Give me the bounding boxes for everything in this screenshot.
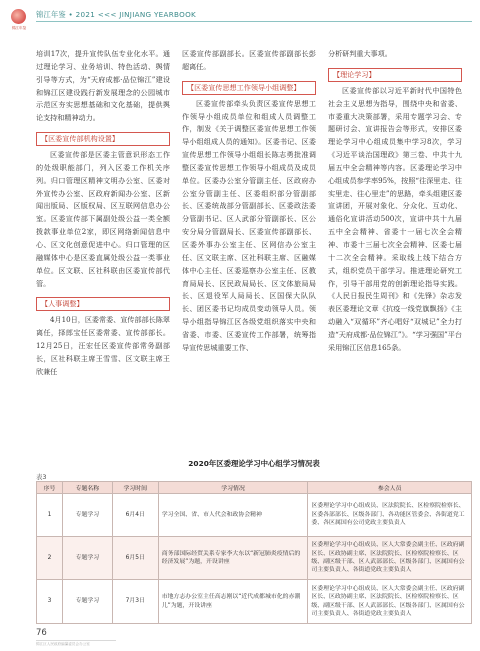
text-column-1: [36, 48, 170, 379]
table-label: 表3: [36, 473, 47, 481]
paragraph: 4月10日，区委常委、宣传部部长陈翠离任，择郎宝任区委常委、宣传部部长。12月25日，汪宏任区委宣传部常务副部长，区社科联主席王雪雪、区文联主席王欣兼任: [36, 315, 170, 376]
table-row: [37, 537, 472, 580]
page-number: 76: [36, 628, 47, 638]
table-cell: 市地方志办公室主任高志刚以“近代成都城市化的赤潮儿”为题，开设讲座: [158, 580, 308, 624]
header-divider: [36, 21, 472, 22]
text-column-3: [328, 48, 462, 355]
table-title: 2020年区委理论学习中心组学习情况表: [188, 459, 320, 468]
table-cell: 区委理论学习中心组成员、区人大常委会副主任、区政府副区长、区政协副主席、区法院院长、区检察院检察长、区级、副区级干部、区人武部部长、区级各部门、区属国有公司主要负责人、各街道党政主要负责人: [308, 580, 472, 624]
paragraph: 区委宣传部是区委主管意识形态工作的处级职能部门，列入区委工作机关序列。归口管理区精神文明办公室、区委对外宣传办公室、区政府新闻办公室、区新闻出版局、区版权局、区互联网信息办公室。区委宣传部下属副处级公益一类全额拨款事业单位2家，即区网络新闻信息中心、区文化创意促进中心。归口管理的区融媒体中心是区委直属处级公益一类事业单位。区文联、区社科联由区委宣传部代管。: [36, 150, 170, 288]
section-heading-box: 【人事调整】: [36, 297, 170, 311]
table-cell: 7月3日: [112, 580, 158, 624]
table-cell: 专题学习: [62, 494, 112, 537]
section-heading-box: 【区委宣传部机构设置】: [36, 132, 170, 146]
footer-text: 锦江区人民政府编纂委员会办公室: [36, 642, 90, 646]
study-sessions-table: [36, 481, 472, 624]
table-header-row: [37, 482, 472, 494]
column-header: 专题名称: [62, 482, 112, 494]
paragraph: 区委宣传部牵头负责区委宣传思想工作领导小组成员单位和组成人员调整工作，制发《关于调整区委宣传思想工作领导小组组成人员的通知》。区委书记、区委宣传思想工作领导小组组长陈志勇批准调整区委宣传思想工作领导小组成员及成员单位。区委办公室分管副主任、区政府办公室分管副主任、区委组织部分管副部长、区委统战部分管副部长、区委政法委分管副书记、区人武部分管副部长、区公安分局分管副局长、区委宣传部副部长、区委外事办公室主任、区网信办公室主任、区文联主席、区社科联主席、区融媒体中心主任、区委巡察办公室主任、区教育局局长、区民政局局长、区文体旅局局长、区退役军人局局长、区国保大队队长、团区委书记均成员变动领导人员。领导小组指导锦江区各级党组织落实中央和省委、市委、区委宣传工作部署，统筹指导宣传思城重要工作、: [182, 98, 316, 352]
yearbook-logo: [8, 9, 30, 35]
section-heading-box: 【区委宣传思想工作领导小组调整】: [182, 81, 316, 95]
page-header: [0, 0, 480, 40]
table-cell: 专题学习: [62, 537, 112, 580]
table-row: [37, 494, 472, 537]
table-cell: 2: [37, 537, 63, 580]
table-cell: 区委理论学习中心组成员、区法院院长、区检察院检察长、区委各部部长、区级各部门、各功能区管委会、各街道党工委、各区属国有公司党政主要负责人: [308, 494, 472, 537]
section-heading-box: 【理论学习】: [328, 68, 462, 82]
table-row: [37, 580, 472, 624]
logo-emblem-icon: [11, 9, 26, 24]
paragraph: 分析研判重大事项。: [328, 49, 392, 58]
footer-divider: [36, 640, 116, 641]
column-header: 学习时间: [112, 482, 158, 494]
table-cell: 区委理论学习中心组成员、区人大常委会副主任、区政府副区长、区政协副主席、区法院院长、区检察院检察长、区级、副区级干部、区人武部部长、区级各部门、区属国有公司主要负责人、各街道党政主要负责人: [308, 537, 472, 580]
logo-text: 锦江年鉴: [11, 26, 27, 30]
paragraph: 区委宣传部以习近平新时代中国特色社会主义思想为指导，围绕中央和省委、市委重大决策部署，采用专题学习会、专题研讨会、宣讲报告会等形式，安排区委理论学习中心组成员集中学习8次，学习《习近平谈治国理政》第三卷、中共十九届五中全会精神等内容。区委理论学习中心组成员参学率95%，按照“往深里走、往实里走、往心里走”的思路，牵头组建区委宣讲团，开展对象化、分众化、互动化、通俗化宣讲活动500次，宣讲中共十九届五中全会精神、省委十一届七次全会精神、市委十三届七次全会精神、区委七届十二次全会精神。采取线上线下结合方式，组织党员干部学习。推进理论研究工作，引导干部用党的创新理论指导实践。《人民日报民生周刊》和《先锋》杂志发表区委理论文章《抗疫一线党旗飘扬》《主动融入“双循环”齐心唱好“双城记”全力打造“天府成都·品位锦江”》。“学习强国”平台采用锦江区信息165条。: [328, 85, 462, 352]
column-header: 参会人员: [308, 482, 472, 494]
table-cell: 6月5日: [112, 537, 158, 580]
column-header: 学习情况: [158, 482, 308, 494]
table-cell: 6月4日: [112, 494, 158, 537]
running-header-title: 锦江年鉴 • 2021 <<< JINJIANG YEARBOOK: [36, 10, 197, 19]
table-cell: 3: [37, 580, 63, 624]
table-cell: 商务部国际经贸关系专家李大东以“新冠肺炎疫情后的经济发展”为题，开设讲座: [158, 537, 308, 580]
table-cell: 专题学习: [62, 580, 112, 624]
column-header: 序号: [37, 482, 63, 494]
text-column-2: [182, 48, 316, 355]
paragraph: 区委宣传部副部长。区委宣传部副部长彭超离任。: [182, 49, 316, 71]
paragraph: 培训17次，提升宣传队伍专业化水平。通过理论学习、业务培训、特色活动、舆情引导等方式，为“天府成都·品位锦江”建设和锦江区建设践行新发展理念的公园城市示范区夯实思想基础和文化基础，提供舆论支持和精神动力。: [36, 49, 170, 123]
table-cell: 学习全国、省、市人代会和政协会精神: [158, 494, 308, 537]
table-cell: 1: [37, 494, 63, 537]
